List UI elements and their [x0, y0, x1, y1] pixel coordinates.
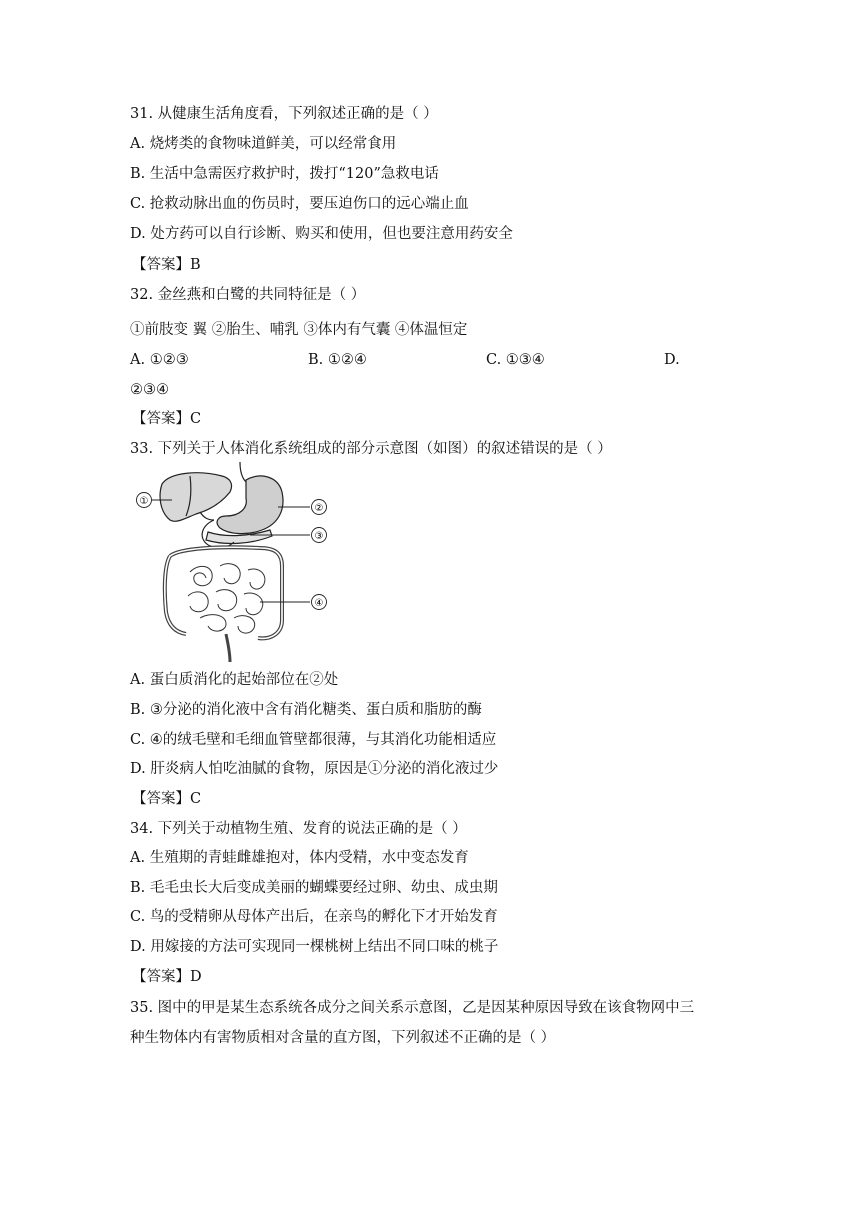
- small-intestine-coils: [188, 564, 265, 633]
- q33-option-c: C. ④的绒毛壁和毛细血管壁都很薄，与其消化功能相适应: [130, 732, 497, 748]
- q34-option-a: A. 生殖期的青蛙雌雄抱对，体内受精，水中变态发育: [130, 850, 469, 866]
- q32-option-a: A. ①②③: [130, 352, 189, 368]
- q32-option-b: B. ①②④: [308, 352, 367, 368]
- label-1: [137, 493, 152, 508]
- label-2: [312, 500, 327, 515]
- label-1-text: ①: [139, 496, 149, 507]
- q32-stem: 32. 金丝燕和白鹭的共同特征是（ ）: [130, 287, 366, 303]
- q32-option-c: C. ①③④: [486, 352, 545, 368]
- q32-answer: 【答案】C: [132, 411, 202, 427]
- q33-option-a: A. 蛋白质消化的起始部位在②处: [130, 672, 339, 688]
- q34-option-c: C. 鸟的受精卵从母体产出后，在亲鸟的孵化下才开始发育: [130, 909, 498, 925]
- label-4-text: ④: [314, 598, 324, 609]
- q31-option-d: D. 处方药可以自行诊断、购买和使用，但也要注意用药安全: [130, 226, 513, 242]
- q31-option-a: A. 烧烤类的食物味道鲜美，可以经常食用: [130, 136, 397, 152]
- liver-shape: [160, 473, 232, 522]
- label-4: [312, 595, 327, 610]
- q35-stem-line-1: 35. 图中的甲是某生态系统各成分之间关系示意图，乙是因某种原因导致在该食物网中三: [130, 1000, 695, 1016]
- q31-option-c: C. 抢救动脉出血的伤员时，要压迫伤口的远心端止血: [130, 196, 469, 212]
- q32-option-d-continued: ②③④: [130, 382, 169, 398]
- q31-stem: 31. 从健康生活角度看，下列叙述正确的是（ ）: [130, 106, 438, 122]
- large-intestine-shape: [165, 547, 282, 638]
- q34-option-b: B. 毛毛虫长大后变成美丽的蝴蝶要经过卵、幼虫、成虫期: [130, 880, 498, 896]
- q34-stem: 34. 下列关于动植物生殖、发育的说法正确的是（ ）: [130, 821, 467, 837]
- q31-option-b: B. 生活中急需医疗救护时，拨打“120”急救电话: [130, 166, 439, 182]
- digestive-system-figure: [130, 462, 340, 662]
- label-3: [312, 528, 327, 543]
- q34-answer: 【答案】D: [132, 969, 202, 985]
- q33-option-d: D. 肝炎病人怕吃油腻的食物，原因是①分泌的消化液过少: [130, 761, 499, 777]
- q35-stem-line-2: 种生物体内有害物质相对含量的直方图，下列叙述不正确的是（ ）: [130, 1030, 556, 1046]
- q33-answer: 【答案】C: [132, 791, 202, 807]
- q32-features: ①前肢变 翼 ②胎生、哺乳 ③体内有气囊 ④体温恒定: [130, 322, 468, 338]
- q31-answer: 【答案】B: [132, 257, 201, 273]
- q33-stem: 33. 下列关于人体消化系统组成的部分示意图（如图）的叙述错误的是（ ）: [130, 441, 612, 457]
- label-2-text: ②: [314, 503, 324, 514]
- q34-option-d: D. 用嫁接的方法可实现同一棵桃树上结出不同口味的桃子: [130, 939, 499, 955]
- q33-option-b: B. ③分泌的消化液中含有消化糖类、蛋白质和脂肪的酶: [130, 702, 482, 718]
- q32-option-d: D.: [664, 352, 680, 368]
- label-3-text: ③: [314, 531, 324, 542]
